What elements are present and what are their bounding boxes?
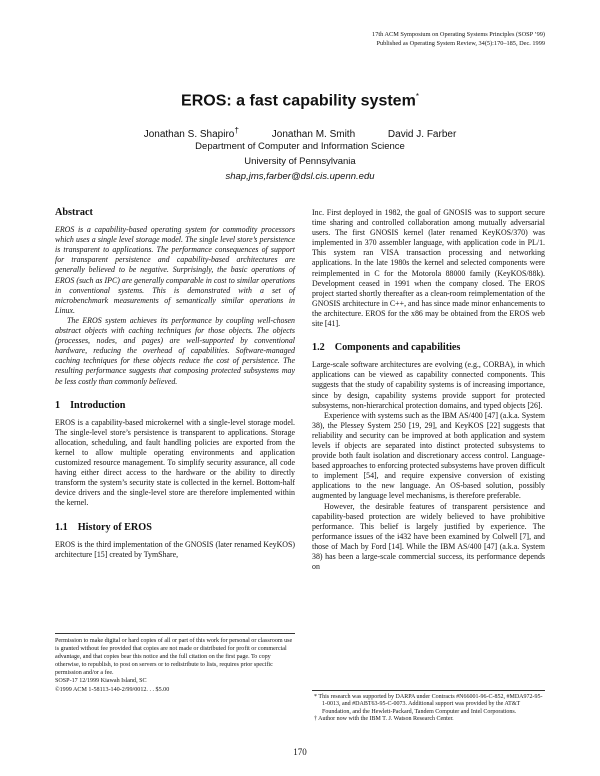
author-1: Jonathan S. Shapiro† xyxy=(143,125,239,141)
title-footnote-mark: * xyxy=(415,92,419,101)
permission-text: Permission to make digital or hard copies of all or part of this work for personal or classroom use is granted without fee provided that copies are not made or distributed for profit or commercial advantage, and that copies bear this notice and the full citation on the first page. To copy otherwise, to republish, to post on servers or to redistribute to lists, requires prior specific permission and/or a fee. xyxy=(55,638,293,677)
abstract-heading: Abstract xyxy=(55,207,93,218)
intro-paragraph: EROS is a capability-based microkernel with a single-level storage model. The single-level store’s persistence is transparent to applications. Storage allocation, scheduling, and fault handling policies are exported from the kernel to allow multiple operating environments and application customized resource management. To simplify security assurance, all code having either direct access to the hardware or the ability to directly transform the system’s security state is collected in the kernel. Bottom-half device drivers and the single-level store are therefore implemented within the kernel. xyxy=(55,417,295,508)
components-paragraph-1: Large-scale software architectures are evolving (e.g., CORBA), in which applications can be viewed as capability connected components. This suggests that the study of capability systems is of increasing importance, since by design, capability systems provide support for protected subsystems, non-hierarchical protection domains, and typed objects [26]. xyxy=(312,360,545,410)
history-paragraph-start: EROS is the third implementation of the GNOSIS (later renamed KeyKOS) architecture [15] created by TymShare, xyxy=(55,539,295,559)
intro-heading: 1 Introduction xyxy=(55,399,126,411)
author-3: David J. Farber xyxy=(387,129,457,141)
page-number: 170 xyxy=(293,747,307,757)
footnote-1: * This research was supported by DARPA under Contracts #N66001-96-C-852, #MDA972-95-1-0013, and #DABT63-95-C-0073. Additional support was provided by the AT&T Foundation, and the Hewlett-Packard, Tandem Computer and Intel Corporations. xyxy=(314,694,543,715)
publication-line: Published as Operating System Review, 34(5):170–185, Dec. 1999 xyxy=(376,40,545,47)
author-email: shap,jms,farber@dsl.cis.upenn.edu xyxy=(225,171,375,182)
footnote-2: † Author now with the IBM T. J. Watson Research Center. xyxy=(314,716,454,723)
copyright-notice xyxy=(55,633,295,694)
left-column xyxy=(55,208,295,560)
department: Department of Computer and Information Science xyxy=(195,141,405,152)
title-text: EROS: a fast capability system xyxy=(181,92,416,110)
abstract-paragraph-2: The EROS system achieves its performance by coupling well-chosen abstract objects with caching techniques for those objects. The objects (processes, nodes, and pages) are well-supported by conventional hardware, reducing the overhead of capabilities. Software-managed caching techniques for these objects reduce the cost of persistence. The resulting performance suggests that composing protected subsystems may be less costly than commonly believed. xyxy=(55,315,295,386)
components-paragraph-2: Experience with systems such as the IBM AS/400 [47] (a.k.a. System 38), the Plessey System 250 [19, 29], and KeyKOS [22] suggests that reliability and security can be improved at both application and system levels if objects are separated into distinct protected subsystems to provide both fault isolation and discretionary access control. Language-based approaches to enforcing protected subsystems have proven difficult to implement [54], and require expensive conversion of existing applications to the new language. An OS-based solution, possibly augmented by language level mechanisms, is therefore preferable. xyxy=(312,410,545,501)
right-column xyxy=(312,208,545,572)
venue-line: 17th ACM Symposium on Operating Systems Principles (SOSP ’99) xyxy=(372,31,545,38)
history-heading: 1.1 History of EROS xyxy=(55,521,152,533)
abstract-paragraph-1: EROS is a capability-based operating system for commodity processors which uses a single level storage model. The single level store’s persistence is transparent to applications. The performance consequences of support for transparent persistence and capability-based architectures are generally believed to be negative. Surprisingly, the basic operations of EROS (such as IPC) are generally comparable in cost to similar operations in conventional systems. This is demonstrated with a set of microbenchmark measurements of semantically similar operations in Linux. xyxy=(55,225,295,315)
history-paragraph-cont: Inc. First deployed in 1982, the goal of GNOSIS was to support secure time sharing and controlled collaboration among mutually adversarial users. The first GNOSIS kernel (later renamed KeyKOS/370) was implemented in 370 assembler language, with application code in PL/1. This system ran VISA transaction processing and networking applications. In the late 1980s the kernel and selected components were reimplemented in C for the Motorola 88000 family (KeyKOS/88k). Development ceased in 1991 when the company closed. The EROS project started shortly thereafter as a clean-room reimplementation of the GNOSIS architecture in C++, and has since made minor enhancements to the architecture. EROS for the x86 may be obtained from the EROS web site [41]. xyxy=(312,208,545,329)
footnotes xyxy=(312,690,545,724)
conference-line: SOSP-17 12/1999 Kiawah Island, SC xyxy=(55,678,147,685)
university: University of Pennsylvania xyxy=(244,156,356,167)
paper-title xyxy=(0,92,600,110)
components-paragraph-3: However, the desirable features of transparent persistence and capability-based protection are widely believed to have prohibitive performance. This belief is largely justified by experience. The performance issues of the i432 have been examined by Colwell [7], and those of Mach by Ford [14]. While the IBM AS/400 [47] (a.k.a. System 38) has been a large-scale commercial success, its performance depends on xyxy=(312,501,545,572)
author-list xyxy=(0,125,600,140)
copyright-line: ©1999 ACM 1-58113-140-2/99/0012. . . $5.00 xyxy=(55,686,170,693)
author-2: Jonathan M. Smith xyxy=(271,129,356,141)
components-heading: 1.2 Components and capabilities xyxy=(312,342,461,354)
